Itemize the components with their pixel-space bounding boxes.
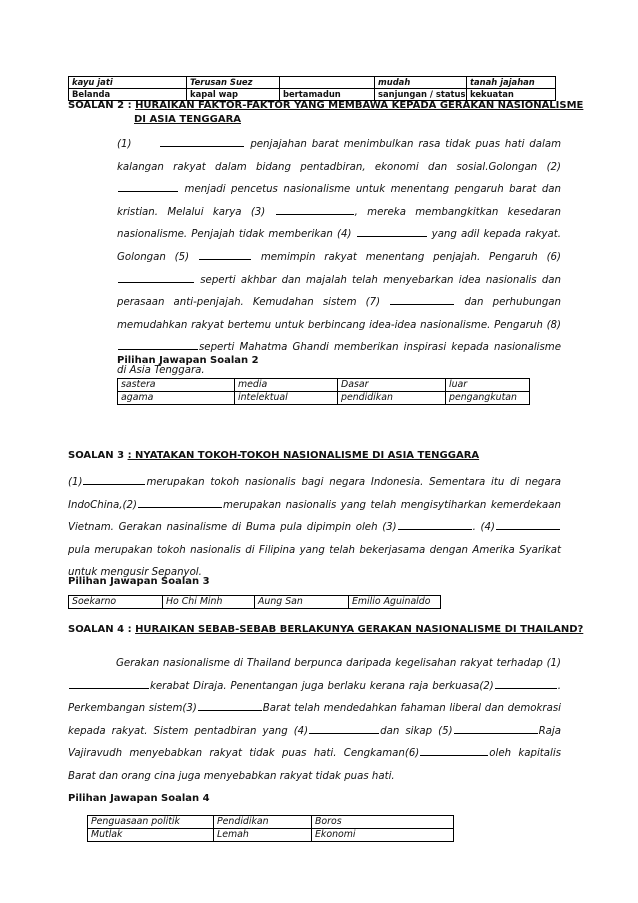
choice-cell: Ekonomi [312, 829, 454, 842]
soalan2-text: memimpin rakyat menentang penjajah. Pengaruh (6) [251, 251, 561, 263]
choice-cell: luar [446, 379, 530, 392]
answer-blank-3[interactable] [398, 519, 472, 530]
table-row [69, 596, 441, 609]
answer-blank-8[interactable] [118, 339, 198, 350]
choice-cell: Pendidikan [214, 816, 312, 829]
soalan4-paragraph [68, 653, 561, 789]
answer-blank-5[interactable] [199, 249, 251, 260]
answer-blank-6[interactable] [118, 272, 194, 283]
table-cell: kekuatan [467, 89, 556, 101]
choice-cell: media [235, 379, 338, 392]
soalan4-heading [68, 624, 583, 635]
answer-blank-5[interactable] [454, 723, 538, 734]
soalan4-text: dan sikap (5) [380, 725, 453, 737]
choice-cell: pengangkutan [446, 392, 530, 405]
soalan4-title: HURAIKAN SEBAB-SEBAB BERLAKUNYA GERAKAN NASIONALISME DI THAILAND? [135, 624, 584, 635]
soalan4-text: . Perkembangan sistem(3) [68, 680, 561, 715]
soalan2-text: , mereka membangkitkan kesedaran nasionalisme. Penjajah tidak memberikan (4) [117, 206, 561, 241]
choice-cell: agama [118, 392, 235, 405]
choice-cell: Lemah [214, 829, 312, 842]
table-cell: mudah [375, 77, 467, 89]
table-row [88, 816, 454, 829]
soalan3-text: . (4) [472, 522, 495, 534]
soalan2-text: penjajahan barat menimbulkan rasa tidak puas hati dalam kalangan rakyat dalam bidang pentadbiran, ekonomi dan sosial.Golongan (2) [117, 139, 561, 173]
soalan4-text: Gerakan nasionalisme di Thailand berpunca daripada kegelisahan rakyat terhadap (1) [116, 658, 561, 669]
soalan2-choice-table [117, 378, 530, 405]
answer-blank-1[interactable] [83, 474, 145, 485]
table-row [88, 829, 454, 842]
table-row [118, 392, 530, 405]
soalan3-heading [68, 450, 479, 461]
soalan3-prefix: SOALAN 3 [68, 450, 128, 461]
answer-blank-6[interactable] [420, 745, 488, 756]
soalan2-text: seperti akhbar dan majalah telah menyebarkan idea nasionalis dan perasaan anti-penjajah. Kemudahan sistem (7) [117, 274, 561, 309]
answer-blank-2[interactable] [118, 181, 178, 192]
table-row [118, 379, 530, 392]
table-cell: Belanda [69, 89, 187, 101]
soalan2-heading-line2 [134, 114, 241, 125]
choice-cell: intelektual [235, 392, 338, 405]
soalan3-title: : NYATAKAN TOKOH-TOKOH NASIONALISME DI ASIA TENGGARA [127, 450, 480, 461]
soalan2-text: seperti Mahatma Ghandi memberikan inspirasi kepada nasionalisme di Asia Tenggara. [117, 342, 561, 376]
soalan2-choice-label: Pilihan Jawapan Soalan 2 [117, 355, 259, 366]
answer-blank-4[interactable] [496, 519, 560, 530]
soalan2-title-line2: DI ASIA TENGGARA [134, 114, 242, 125]
soalan4-prefix: SOALAN 4 : [68, 624, 136, 635]
table-cell: bertamadun [280, 89, 375, 101]
answer-blank-4[interactable] [309, 723, 379, 734]
choice-cell: Ho Chi Minh [163, 596, 255, 609]
choice-cell: Boros [312, 816, 454, 829]
soalan2-title-line1: HURAIKAN FAKTOR-FAKTOR YANG MEMBAWA KEPADA GERAKAN NASIONALISME [135, 100, 584, 111]
soalan4-text: Barat telah mendedahkan fahaman liberal dan demokrasi kepada rakyat. Sistem pentadbiran yang (4) [68, 703, 561, 737]
answer-blank-3[interactable] [198, 700, 262, 711]
soalan3-text: pula merupakan tokoh nasionalis di Filipina yang telah bekerjasama dengan Amerika Syarikat untuk mengusir Sepanyol. [68, 544, 561, 579]
answer-blank-2[interactable] [495, 678, 557, 689]
soalan2-heading [68, 100, 583, 111]
soalan3-choice-table [68, 595, 441, 609]
answer-blank-1[interactable] [160, 136, 244, 147]
table-cell: sanjungan / status [375, 89, 467, 101]
table-cell: tanah jajahan [467, 77, 556, 89]
soalan2-text: dan perhubungan memudahkan rakyat bertemu untuk berbincang idea-idea nasionalisme. Pengaruh (8) [117, 297, 561, 331]
soalan2-paragraph [117, 134, 561, 383]
soalan2-text: menjadi pencetus nasionalisme untuk menentang pengaruh barat dan kristian. Melalui karya (3) [117, 184, 561, 218]
soalan2-prefix: SOALAN 2 : [68, 100, 136, 111]
table-cell [280, 77, 375, 89]
choice-cell: Dasar [338, 379, 446, 392]
answer-blank-3[interactable] [276, 204, 354, 215]
soalan3-text: merupakan tokoh nasionalis bagi negara Indonesia. Sementara itu di negara IndoChina,(2) [68, 477, 561, 511]
soalan3-paragraph [68, 472, 561, 585]
table-cell: Terusan Suez [187, 77, 280, 89]
table-row [69, 89, 556, 101]
soalan4-text: Raja Vajiravudh menyebabkan rakyat tidak puas hati. Cengkaman(6) [68, 725, 561, 760]
answer-blank-1[interactable] [69, 678, 149, 689]
choice-cell: Emilio Aguinaldo [349, 596, 441, 609]
top-answer-table [68, 76, 556, 101]
soalan4-choice-label: Pilihan Jawapan Soalan 4 [68, 793, 210, 804]
soalan3-choice-label: Pilihan Jawapan Soalan 3 [68, 576, 210, 587]
table-cell: kapal wap [187, 89, 280, 101]
choice-cell: sastera [118, 379, 235, 392]
soalan2-text: yang adil kepada rakyat. Golongan (5) [117, 229, 561, 263]
answer-blank-2[interactable] [138, 497, 222, 508]
soalan3-text: merupakan nasionalis yang telah mengisytiharkan kemerdekaan Vietnam. Gerakan nasinalisme di Buma pula dipimpin oleh (3) [68, 499, 561, 534]
soalan3-text: (1) [68, 477, 83, 488]
choice-cell: Aung San [255, 596, 349, 609]
table-row [69, 77, 556, 89]
choice-cell: Mutlak [88, 829, 214, 842]
table-cell: kayu jati [69, 77, 187, 89]
answer-blank-7[interactable] [390, 294, 454, 305]
soalan4-choice-table [87, 815, 454, 842]
soalan4-text: kerabat Diraja. Penentangan juga berlaku kerana raja berkuasa(2) [150, 680, 494, 692]
answer-blank-4[interactable] [357, 226, 427, 237]
choice-cell: Soekarno [69, 596, 163, 609]
soalan2-text: (1) [117, 139, 132, 150]
choice-cell: Penguasaan politik [88, 816, 214, 829]
choice-cell: pendidikan [338, 392, 446, 405]
soalan4-text: oleh kapitalis Barat dan orang cina juga menyebabkan rakyat tidak puas hati. [68, 748, 562, 782]
